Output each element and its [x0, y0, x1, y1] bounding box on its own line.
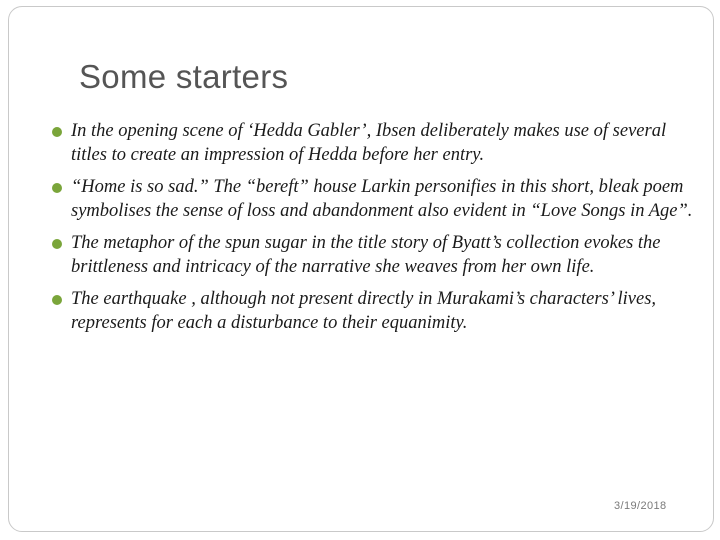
bullet-text: The metaphor of the spun sugar in the title story of Byatt’s collection evokes the brittleness and intricacy of the narrative she weaves from her own life. — [71, 233, 661, 277]
bullet-item — [46, 232, 696, 279]
slide-title: Some starters — [79, 58, 289, 95]
ellipse-bullet-icon — [51, 182, 63, 194]
ellipse-bullet-icon — [51, 294, 63, 306]
bullet-list — [46, 120, 696, 344]
bullet-text: The earthquake , although not present directly in Murakami’s characters’ lives, represents for each a disturbance to their equanimity. — [71, 289, 657, 333]
ellipse-bullet-icon — [51, 238, 63, 250]
bullet-item — [46, 120, 696, 167]
ellipse-bullet-icon — [51, 126, 63, 138]
bullet-text: “Home is so sad.” The “bereft” house Larkin personifies in this short, bleak poem symbolises the sense of loss and abandonment also evident in “Love Songs in Age”. — [71, 177, 693, 221]
bullet-item — [46, 176, 696, 223]
slide-date: 3/19/2018 — [614, 500, 667, 512]
bullet-text: In the opening scene of ‘Hedda Gabler’, Ibsen deliberately makes use of several titles to create an impression of Hedda before her entry. — [71, 121, 667, 165]
bullet-item — [46, 288, 696, 335]
